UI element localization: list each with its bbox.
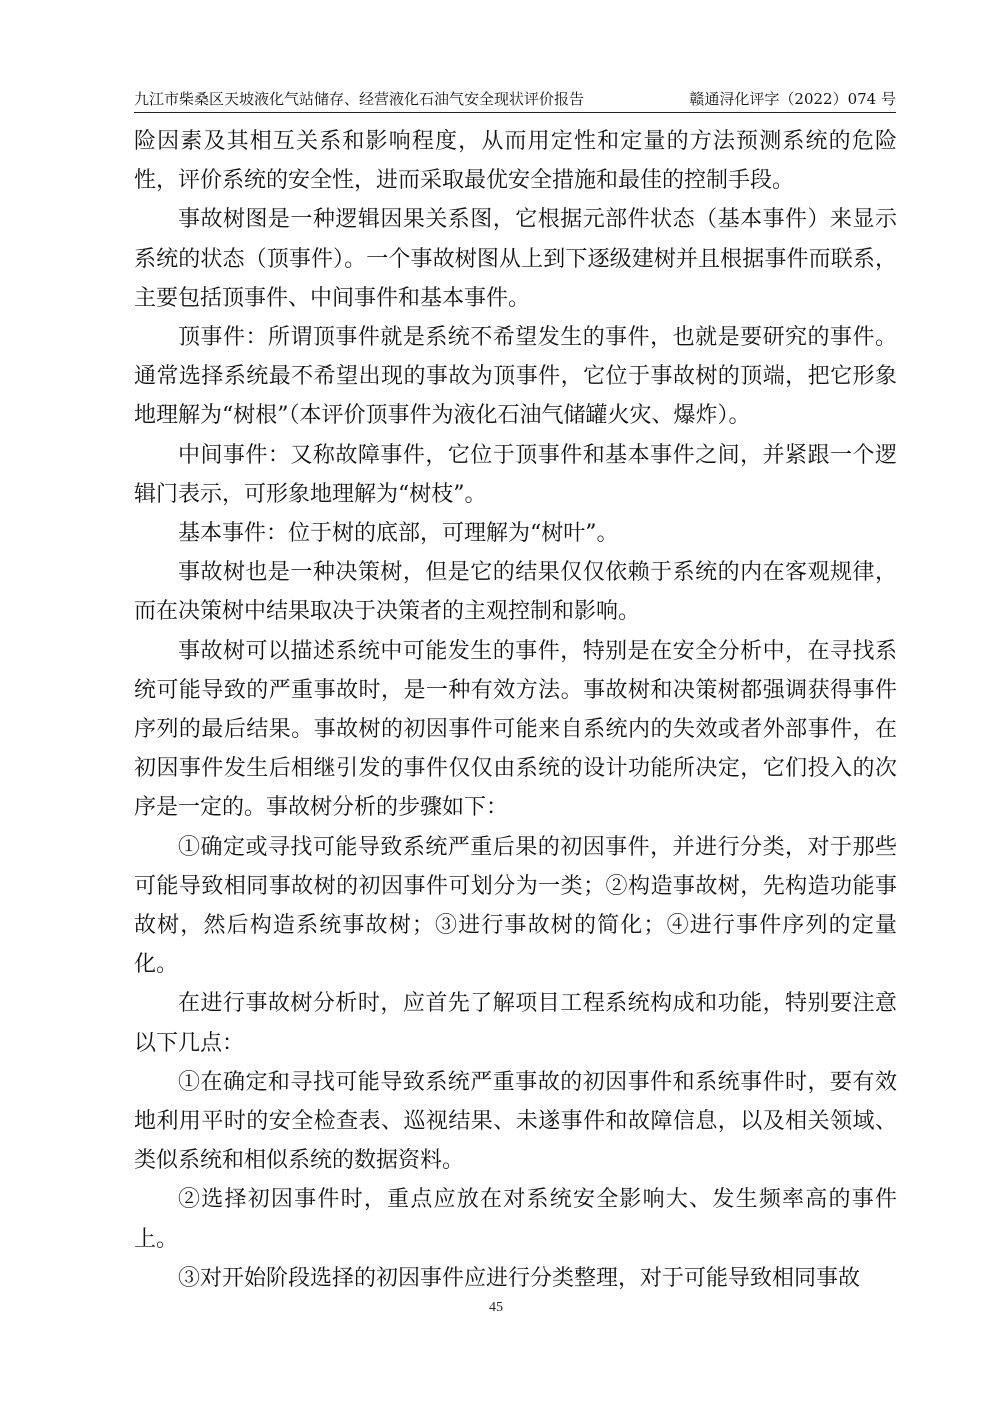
- body-text: [134, 122, 897, 1298]
- paragraph: 顶事件：所谓顶事件就是系统不希望发生的事件，也就是要研究的事件。通常选择系统最不希望出现的事故为顶事件，它位于事故树的顶端，把它形象地理解为“树根”（本评价顶事件为液化石油气储罐火灾、爆炸）。: [134, 325, 897, 429]
- report-title: 九江市柴桑区天坡液化气站储存、经营液化石油气安全现状评价报告: [134, 90, 585, 108]
- page-number: 45: [489, 1300, 503, 1315]
- paragraph: 事故树图是一种逻辑因果关系图，它根据元部件状态（基本事件）来显示系统的状态（顶事件）。一个事故树图从上到下逐级建树并且根据事件而联系，主要包括顶事件、中间事件和基本事件。: [134, 207, 897, 311]
- paragraph: ①在确定和寻找可能导致系统严重事故的初因事件和系统事件时，要有效地利用平时的安全检查表、巡视结果、未遂事件和故障信息，以及相关领域、类似系统和相似系统的数据资料。: [134, 1069, 897, 1174]
- paragraph: 事故树可以描述系统中可能发生的事件，特别是在安全分析中，在寻找系统可能导致的严重事故时，是一种有效方法。事故树和决策树都强调获得事件序列的最后结果。事故树的初因事件可能来自系统内的失效或者外部事件，在初因事件发生后相继引发的事件仅仅由系统的设计功能所决定，它们投入的次序是一定的。事故树分析的步骤如下：: [134, 638, 897, 821]
- paragraph: ③对开始阶段选择的初因事件应进行分类整理，对于可能导致相同事故: [178, 1265, 861, 1291]
- paragraph: 在进行事故树分析时，应首先了解项目工程系统构成和功能，特别要注意以下几点：: [134, 991, 897, 1056]
- paragraph: ①确定或寻找可能导致系统严重后果的初因事件，并进行分类，对于那些可能导致相同事故树的初因事件可划分为一类；②构造事故树，先构造功能事故树，然后构造系统事故树；③进行事故树的简化；④进行事件序列的定量化。: [134, 834, 897, 978]
- page-header: [134, 86, 896, 113]
- paragraph: 险因素及其相互关系和影响程度，从而用定性和定量的方法预测系统的危险性，评价系统的安全性，进而采取最优安全措施和最佳的控制手段。: [134, 129, 897, 194]
- paragraph: ②选择初因事件时，重点应放在对系统安全影响大、发生频率高的事件上。: [134, 1187, 897, 1252]
- document-number: 赣通浔化评字（2022）074 号: [689, 90, 896, 108]
- paragraph: 中间事件：又称故障事件，它位于顶事件和基本事件之间，并紧跟一个逻辑门表示，可形象地理解为“树枝”。: [134, 442, 897, 507]
- paragraph: 基本事件：位于树的底部，可理解为“树叶”。: [178, 521, 619, 547]
- paragraph: 事故树也是一种决策树，但是它的结果仅仅依赖于系统的内在客观规律，而在决策树中结果取决于决策者的主观控制和影响。: [134, 560, 897, 625]
